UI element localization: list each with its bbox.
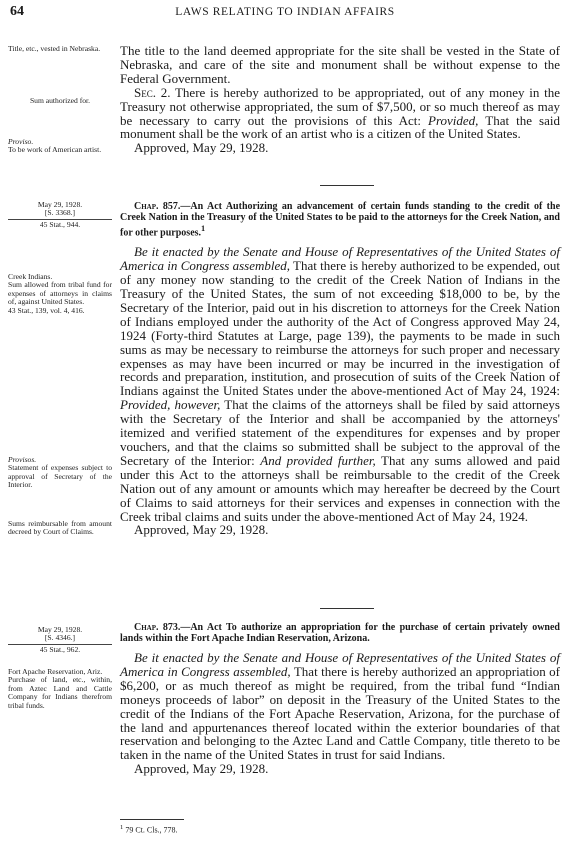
enacting-clause: Be it enacted by the Senate and House of Representatives of the United States of America in Congress assembled, — [120, 244, 560, 274]
margin-chapter-873-info — [8, 626, 112, 654]
approved-date-3: Approved, May 29, 1928. — [134, 761, 269, 777]
section-divider — [320, 185, 374, 186]
proviso-note: To be work of American artist. — [8, 145, 102, 155]
margin-note-title-vested: Title, etc., vested in Nebraska. — [8, 44, 101, 53]
creek-ref: 43 Stat., 139, vol. 4, 416. — [8, 305, 85, 315]
fort-apache-note: Purchase of land, etc., within, from Aztec Land and Cattle Company for Indians therefrom tribal funds. — [8, 675, 112, 710]
footnote-ref: 1 — [201, 224, 206, 233]
section-divider — [320, 608, 374, 609]
chapter-873-heading: Chap. 873.—An Act To authorize an appropriation for the purchase of certain privately owned lands within the Fort Apache Indian Reservation, Arizona. — [120, 622, 560, 644]
ch857-bill: [S. 3368.] — [44, 208, 76, 218]
creek-note: Sum allowed from tribal fund for expenses of attorneys in claims of, against United States. — [8, 280, 112, 307]
footnote-mark: 1 — [120, 824, 124, 831]
running-title: LAWS RELATING TO INDIAN AFFAIRS — [175, 6, 395, 18]
provisos-note: Statement of expenses subject to approval of Secretary of the Interior. — [8, 463, 112, 490]
paragraph-title-vested: The title to the land deemed appropriate for the site shall be vested in the State of Nebraska, and care of the site and monument shall be without expense to the Federal Government. — [120, 43, 560, 86]
chapter-857 — [120, 201, 560, 537]
footnote — [120, 824, 178, 835]
chapter-873-body: Be it enacted by the Senate and House of Representatives of the United States of America in Congress assembled, That there is hereby authorized an appropriation of $6,200, or as much thereof as might be required, from the tribal fund “Indian moneys proceeds of labor” on deposit in the Treasury of the United States to the credit of the Indians of the Fort Apache Reservation, Arizona, for the purchase of the land and appurtenances thereof located within the exterior boundaries of that reservation and belonging to the Aztec Land and Cattle Company, title thereto to be taken in the name of the United States in trust for said Indians. — [120, 650, 561, 763]
chapter-873 — [120, 622, 560, 776]
footnote-rule — [120, 819, 184, 820]
creek-heading: Creek Indians. — [8, 272, 53, 281]
fort-apache-heading: Fort Apache Reservation, Ariz. — [8, 667, 103, 676]
margin-note-fort-apache — [8, 668, 112, 710]
margin-note-creek — [8, 273, 112, 315]
margin-note-sum-authorized: Sum authorized for. — [29, 96, 91, 105]
chapter-857-heading: Chap. 857.—An Act Authorizing an advancement of certain funds standing to the credit of the Creek Nation in the Treasury of the United States to be paid to the attorneys for the Creek Nation, and for other purposes.$^1$ — [120, 201, 561, 239]
page-header — [10, 4, 560, 20]
approved-date-1: Approved, May 29, 1928. — [134, 140, 269, 156]
margin-note-sums-reimbursable: Sums reimbursable from amount decreed by Court of Claims. — [8, 519, 112, 537]
approved-date-2: Approved, May 29, 1928. — [134, 522, 269, 538]
ch873-stat: 45 Stat., 962. — [39, 644, 81, 654]
paragraph-section-2: Sec. 2. There is hereby authorized to be appropriated, out of any money in the Treasury not otherwise appropriated, the sum of $7,500, or so much thereof as may be necessary to carry out the provisions of this Act: Provided, That the said monument shall be the work of an artist who is a citizen of the United States. — [120, 84, 561, 142]
provisos-label: Provisos. — [8, 455, 37, 464]
enacting-clause: Be it enacted by the Senate and House of Representatives of the United States of America in Congress assembled, — [120, 650, 560, 679]
chapter-857-body: Be it enacted by the Senate and House of Representatives of the United States of America in Congress assembled, That there is hereby authorized to be expended, out of any money now standing to the credit of the Creek Nation of Indians in the Treasury of the United States, the sum of not exceeding $18,000 to be, by the Secretary of the Interior, paid out in his discretion to attorneys for the Creek Nation of Indians employed under the authority of the Act of Congress approved May 24, 1924 (Forty-third Statutes at Large, page 139), the payments to be made in such sums as may be necessary to reimburse the attorneys for such proper and necessary expenses as may have been incurred or may be incurred in the investigation of records and preparation, institution, and prosecution of suits of the Creek Nation of Indians against the United States under the above-mentioned Act of May 24, 1924: Provided, however, That the claims of the attorneys shall be filed by said attorneys with the Secretary of the Interior and shall be accompanied by the attorneys' itemized and verified statement of the expenditures for expenses and by proper vouchers, and that the claims so submitted shall be subject to the approval of the Secretary of the Interior: And provided further, That any sums allowed and paid under this Act to the attorneys shall be reimbursable to the credit of the Creek Nation out of any amount or amounts which may hereafter be decreed by the Court of Claims to said attorneys for their services and expenses in connection with the Creek tribal claims and suits under the above-mentioned Act of May 24, 1924. — [120, 244, 560, 524]
footnote-text: 79 Ct. Cls., 778. — [123, 825, 178, 835]
margin-note-proviso — [8, 138, 112, 155]
ch857-stat: 45 Stat., 944. — [39, 219, 81, 229]
ch857-date: May 29, 1928. — [37, 200, 83, 209]
ch873-bill: [S. 4346.] — [44, 633, 76, 643]
margin-chapter-857-info — [8, 201, 112, 229]
page-number: 64 — [10, 4, 24, 19]
section-label: Sec. 2. — [134, 84, 171, 100]
proviso-label: Proviso. — [8, 137, 34, 146]
ch873-date: May 29, 1928. — [37, 625, 83, 634]
section-1-continued — [120, 44, 560, 155]
margin-note-provisos — [8, 456, 112, 490]
